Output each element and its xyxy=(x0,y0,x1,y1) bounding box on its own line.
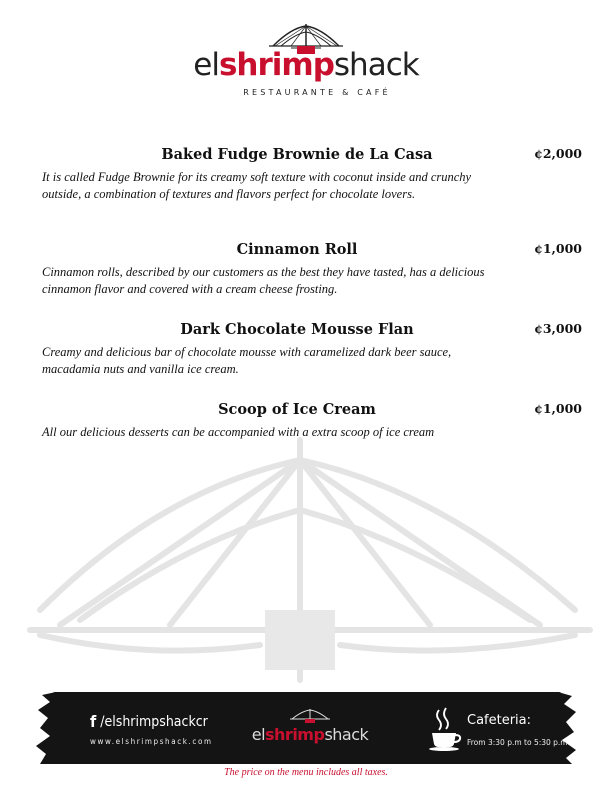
item-price: ¢1,000 xyxy=(534,401,582,416)
brand-tagline: RESTAURANTE & CAFÉ xyxy=(243,88,391,97)
footer-logo xyxy=(240,708,380,744)
brand-prefix: el xyxy=(193,47,219,83)
cafeteria-title: Cafeteria: xyxy=(467,713,532,728)
brand-wordmark xyxy=(0,47,612,83)
item-price: ¢1,000 xyxy=(534,241,582,256)
boat-logo-icon xyxy=(287,708,333,724)
item-name: Scoop of Ice Cream xyxy=(218,401,376,418)
brush-edge-left xyxy=(36,692,56,764)
item-price: ¢2,000 xyxy=(534,146,582,161)
item-price: ¢3,000 xyxy=(534,321,582,336)
website-link[interactable]: www.elshrimpshack.com xyxy=(90,737,213,746)
brand-main: shrimp xyxy=(218,47,334,83)
coffee-cup-icon xyxy=(427,706,463,752)
facebook-link[interactable] xyxy=(90,712,213,731)
social-handle-text: /elshrimpshackcr xyxy=(100,713,208,730)
menu-item xyxy=(42,401,582,441)
social-block xyxy=(90,712,213,746)
menu-item xyxy=(42,146,582,241)
item-description: All our delicious desserts can be accompanied with a extra scoop of ice cream xyxy=(42,425,435,439)
header-logo xyxy=(0,22,612,97)
cafeteria-info xyxy=(427,706,571,756)
brush-edge-right xyxy=(558,692,578,764)
item-description: Creamy and delicious bar of chocolate mousse with caramelized dark beer sauce, macadamia nuts and vanilla ice cream. xyxy=(42,345,452,376)
menu-item xyxy=(42,241,582,321)
footer-logo-suffix: shack xyxy=(324,725,369,744)
item-description: Cinnamon rolls, described by our customers as the best they have tasted, has a delicious cinnamon flavor and covered with a cream cheese frosting. xyxy=(42,265,485,296)
footer-wordmark xyxy=(240,725,380,744)
cafeteria-hours: From 3:30 p.m to 5:30 p.m. xyxy=(467,738,571,747)
facebook-icon: f xyxy=(90,712,97,731)
item-name: Cinnamon Roll xyxy=(236,241,358,258)
tax-note: The price on the menu includes all taxes. xyxy=(224,767,388,778)
brand-suffix: shack xyxy=(333,47,419,83)
footer-logo-prefix: el xyxy=(251,725,266,744)
dessert-menu xyxy=(42,146,582,441)
item-description: It is called Fudge Brownie for its creamy soft texture with coconut inside and crunchy outside, a combination of textures and flavors perfect for chocolate lovers. xyxy=(42,170,472,201)
item-name: Baked Fudge Brownie de La Casa xyxy=(161,146,433,163)
item-name: Dark Chocolate Mousse Flan xyxy=(180,321,414,338)
boat-watermark-icon xyxy=(0,430,612,692)
footer-logo-main: shrimp xyxy=(265,725,325,744)
menu-item xyxy=(42,321,582,401)
